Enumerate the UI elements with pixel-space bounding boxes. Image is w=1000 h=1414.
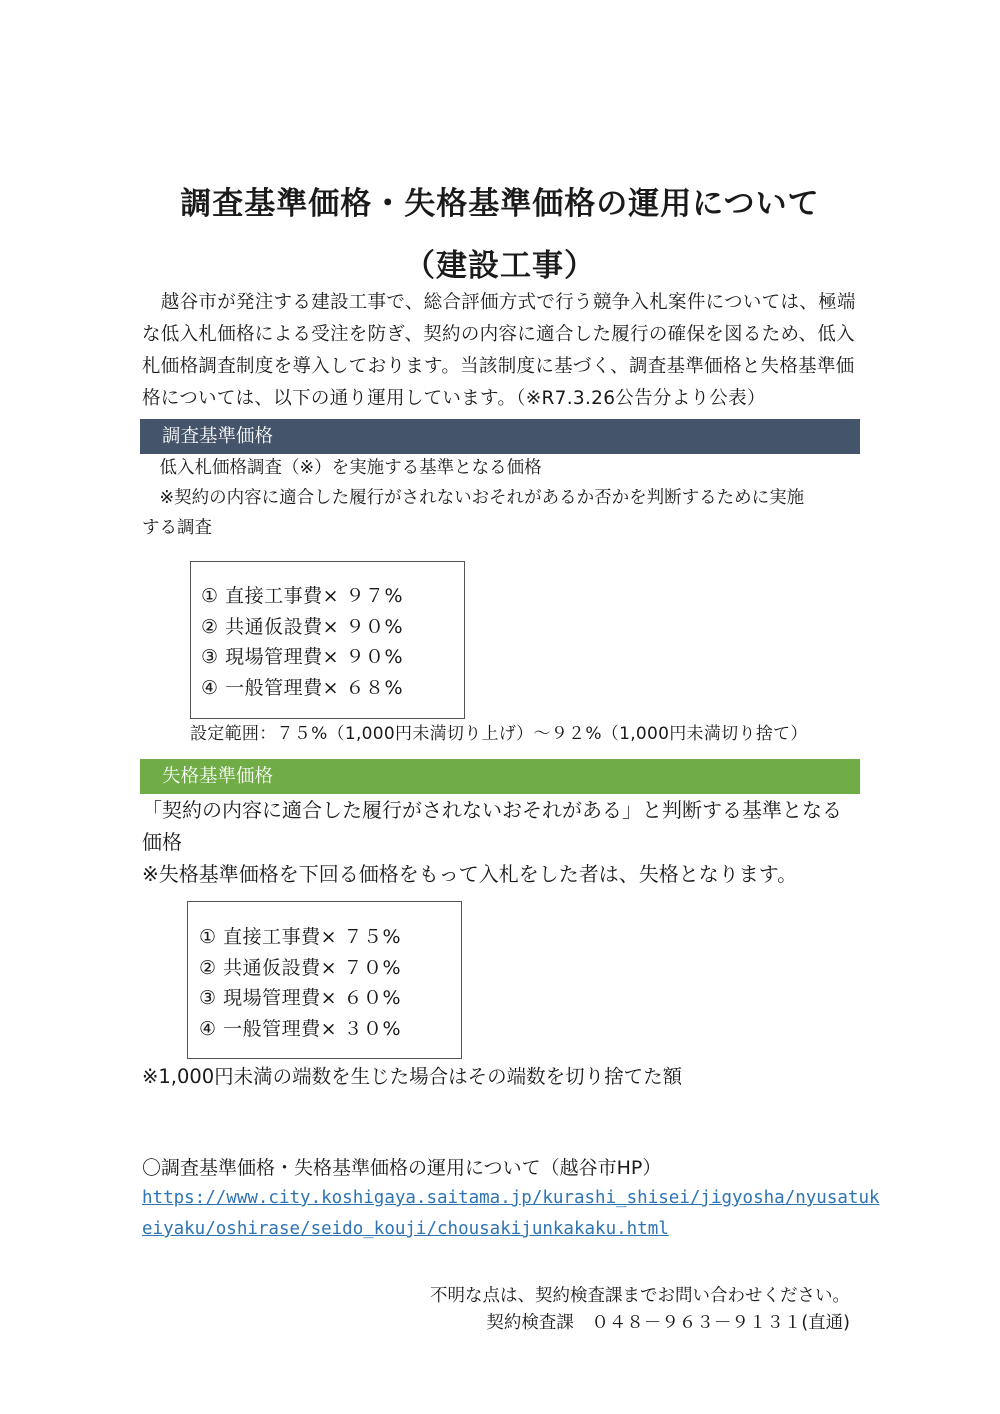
rate-item: ④ 一般管理費× ３０% [199,1017,402,1040]
hp-link-title: 〇調査基準価格・失格基準価格の運用について（越谷市HP） [142,1157,662,1179]
rate-item: ③ 現場管理費× ９０% [201,646,404,668]
shikkaku-line: 「契約の内容に適合した履行がされないおそれがある」と判断する基準となる [142,798,842,822]
chousa-description [142,453,804,543]
page-subtitle: （建設工事） [404,248,596,284]
intro-line: 越谷市が発注する建設工事で、総合評価方式で行う競争入札案件については、極端 [142,292,856,313]
shikkaku-line: ※失格基準価格を下回る価格をもって入札をした者は、失格となります。 [142,862,798,886]
rate-item: ① 直接工事費× ７５% [199,926,402,948]
contact-info [430,1283,850,1337]
rate-item: ① 直接工事費× ９７% [201,585,404,607]
intro-line: 格については、以下の通り運用しています。（※R7.3.26公告分より公表） [142,388,766,409]
shikkaku-rate-box [187,901,462,1059]
contact-line: 不明な点は、契約検査課までお問い合わせください。 [430,1286,850,1306]
chousa-rate-box [190,561,465,719]
chousa-line: 低入札価格調査（※）を実施する基準となる価格 [142,458,542,478]
chousa-range: 設定範囲：７５%（1,000円未満切り上げ）～９２%（1,000円未満切り捨て） [190,724,808,744]
rate-item: ③ 現場管理費× ６０% [199,987,402,1009]
rate-item: ④ 一般管理費× ６８% [201,676,404,699]
shikkaku-section-header: 失格基準価格 [140,759,860,794]
contact-phone: 契約検査課 ０４８－９６３－９１３１(直通) [486,1313,850,1333]
intro-paragraph [142,287,862,415]
hp-link-url[interactable] [142,1183,880,1245]
shikkaku-line: 価格 [142,830,182,854]
url-line[interactable]: https://www.city.koshigaya.saitama.jp/kurashi_shisei/jigyosha/nyusatuk [142,1188,880,1208]
rate-item: ② 共通仮設費× ９０% [201,615,404,638]
chousa-section-header: 調査基準価格 [140,419,860,454]
page-title: 調査基準価格・失格基準価格の運用について [180,186,820,222]
chousa-line: ※契約の内容に適合した履行がされないおそれがあるか否かを判断するために実施 [142,488,805,508]
intro-line: 札価格調査制度を導入しております。当該制度に基づく、調査基準価格と失格基準価 [142,356,855,377]
url-line[interactable]: eiyaku/oshirase/seido_kouji/chousakijunkakaku.html [142,1219,669,1239]
intro-line: な低入札価格による受注を防ぎ、契約の内容に適合した履行の確保を図るため、低入 [142,324,855,345]
shikkaku-description [142,794,842,890]
rate-item: ② 共通仮設費× ７０% [199,956,402,979]
rounding-note: ※1,000円未満の端数を生じた場合はその端数を切り捨てた額 [142,1065,683,1088]
chousa-line: する調査 [142,518,212,538]
